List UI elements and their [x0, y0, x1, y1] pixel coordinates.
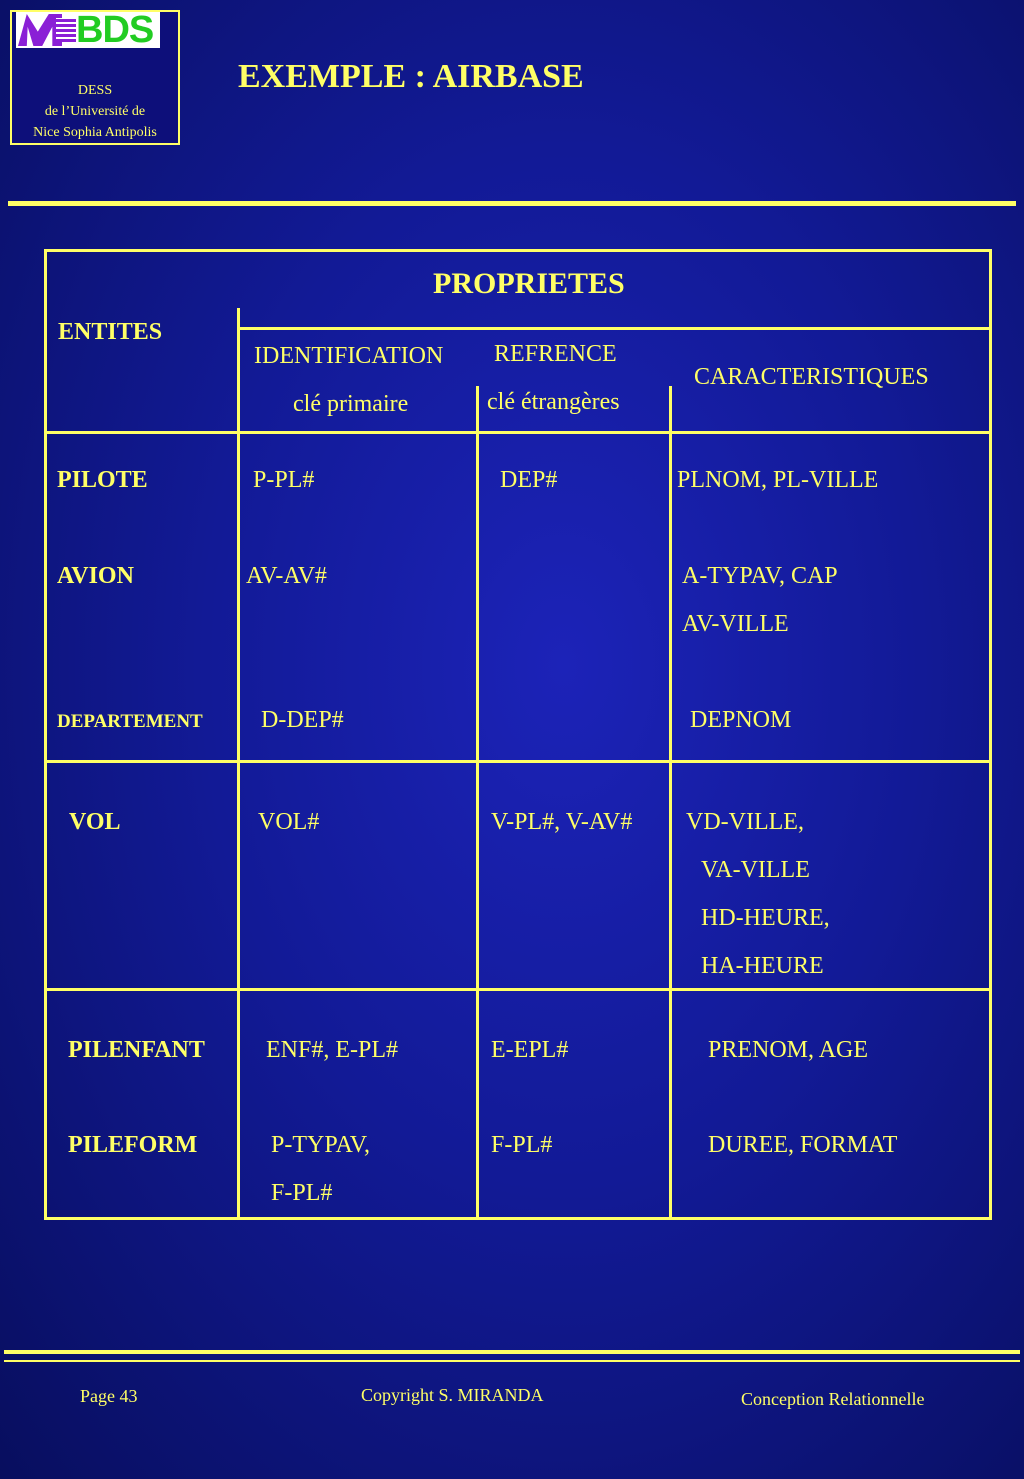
entity-pilenfant: PILENFANT [68, 1037, 205, 1063]
ref-pileform: F-PL# [491, 1132, 553, 1158]
table-border [44, 249, 47, 1220]
table-border [669, 431, 672, 1220]
car-pilenfant: PRENOM, AGE [708, 1037, 869, 1063]
car-avion: AV-VILLE [682, 611, 789, 637]
table-border [237, 308, 240, 1220]
car-avion: A-TYPAV, CAP [682, 563, 838, 589]
header-divider [8, 201, 1016, 206]
table-border [44, 249, 992, 252]
entity-avion: AVION [57, 563, 134, 589]
entity-vol: VOL [69, 809, 121, 835]
reference-header: REFRENCE [494, 341, 617, 367]
car-vol: HD-HEURE, [701, 905, 830, 931]
reference-subheader: clé étrangères [487, 389, 620, 415]
table-border [44, 1217, 992, 1220]
table-border [238, 327, 992, 330]
logo-bds-text: BDS [76, 9, 154, 51]
ref-pilenfant: E-EPL# [491, 1037, 569, 1063]
institution-line: DESS [77, 83, 113, 98]
entity-pileform: PILEFORM [68, 1132, 198, 1158]
proprietes-header: PROPRIETES [433, 267, 625, 300]
entites-header: ENTITES [58, 319, 163, 345]
id-departement: D-DEP# [261, 707, 344, 733]
mbds-logo [16, 9, 160, 51]
institution-line: de l’Université de [44, 104, 146, 119]
identification-subheader: clé primaire [293, 391, 409, 417]
id-vol: VOL# [258, 809, 320, 835]
id-avion: AV-AV# [246, 563, 327, 589]
id-pileform: P-TYPAV, [271, 1132, 370, 1158]
identification-header: IDENTIFICATION [254, 343, 444, 369]
course-name: Conception Relationnelle [741, 1389, 925, 1409]
institution-text [12, 80, 178, 143]
page-number: Page 43 [80, 1386, 138, 1406]
ref-pilote: DEP# [500, 467, 558, 493]
caracteristiques-header: CARACTERISTIQUES [694, 364, 929, 390]
table-border [476, 386, 479, 434]
footer-divider [4, 1350, 1020, 1354]
logo-grid-shape [56, 18, 76, 42]
entity-pilote: PILOTE [57, 467, 148, 493]
car-vol: HA-HEURE [701, 953, 824, 979]
car-vol: VA-VILLE [701, 857, 810, 883]
footer-divider [4, 1360, 1020, 1362]
car-pilote: PLNOM, PL-VILLE [677, 467, 879, 493]
ref-vol: V-PL#, V-AV# [491, 809, 633, 835]
id-pilenfant: ENF#, E-PL# [266, 1037, 398, 1063]
copyright: Copyright S. MIRANDA [361, 1385, 544, 1405]
table-border [44, 760, 992, 763]
car-departement: DEPNOM [690, 707, 792, 733]
id-pileform: F-PL# [271, 1180, 333, 1206]
table-border [989, 249, 992, 1220]
car-pileform: DUREE, FORMAT [708, 1132, 898, 1158]
entity-departement: DEPARTEMENT [57, 711, 203, 732]
institution-line: Nice Sophia Antipolis [33, 125, 157, 140]
slide-title: EXEMPLE : AIRBASE [238, 58, 584, 95]
table-border [669, 386, 672, 434]
id-pilote: P-PL# [253, 467, 315, 493]
table-border [44, 431, 992, 434]
car-vol: VD-VILLE, [686, 809, 804, 835]
table-border [476, 431, 479, 1220]
table-border [44, 988, 992, 991]
